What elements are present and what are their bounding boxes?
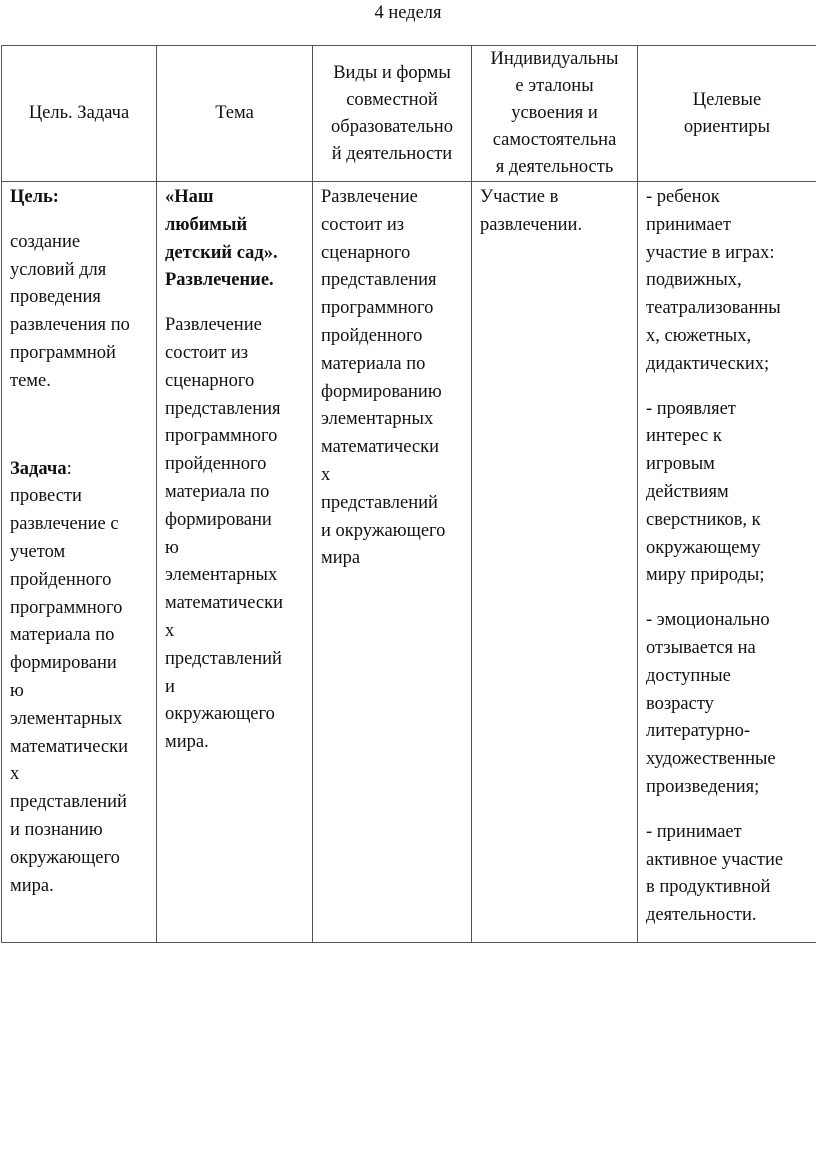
task-label: Задача [10, 458, 67, 479]
cell-theme [157, 182, 313, 943]
theme-text: Развлечение состоит из сценарного представления программного пройденного материала по формировани ю элементарных математически х представлений и окружающего мира. [165, 315, 283, 753]
cell-activity-forms [313, 182, 472, 943]
header-target-guidelines: Целевые ориентиры [638, 46, 816, 182]
header-activity-forms: Виды и формы совместной образовательно й деятельности [313, 46, 472, 182]
guideline-item: - ребенок принимает участие в играх: подвижных, театрализованны х, сюжетных, дидактических; [646, 187, 781, 374]
task-text: провести развлечение с учетом пройденного программного материала по формировани ю элементарных математически х представлений и познанию окружающего мира. [10, 486, 128, 896]
cell-goal-task [2, 182, 157, 943]
cell-individual-standards [472, 182, 638, 943]
table-row [2, 182, 816, 943]
goal-text: создание условий для проведения развлечения по программной теме. [10, 231, 130, 391]
weekly-plan-table [1, 45, 816, 943]
guideline-item: - принимает активное участие в продуктивной деятельности. [646, 821, 784, 926]
task-colon: : [66, 458, 72, 479]
goal-label: Цель: [10, 187, 59, 207]
task-heading [10, 456, 150, 484]
header-goal-task: Цель. Задача [2, 46, 157, 182]
page-title: 4 неделя [374, 3, 442, 23]
theme-title: «Наш любимый детский сад». Развлечение. [165, 187, 278, 291]
header-theme: Тема [157, 46, 313, 182]
header-individual-standards: Индивидуальны е эталоны усвоения и самостоятельна я деятельность [472, 46, 638, 182]
guideline-item: - проявляет интерес к игровым действиям сверстников, к окружающему миру природы; [646, 398, 765, 586]
cell-target-guidelines [638, 182, 816, 943]
activity-text: Развлечение состоит из сценарного представления программного пройденного материала по формированию элементарных математически х представлений и окружающего мира [321, 187, 446, 569]
header-row [2, 46, 816, 182]
guideline-item: - эмоционально отзывается на доступные возрасту литературно- художественные произведения; [646, 610, 776, 797]
standards-text: Участие в развлечении. [480, 187, 583, 235]
